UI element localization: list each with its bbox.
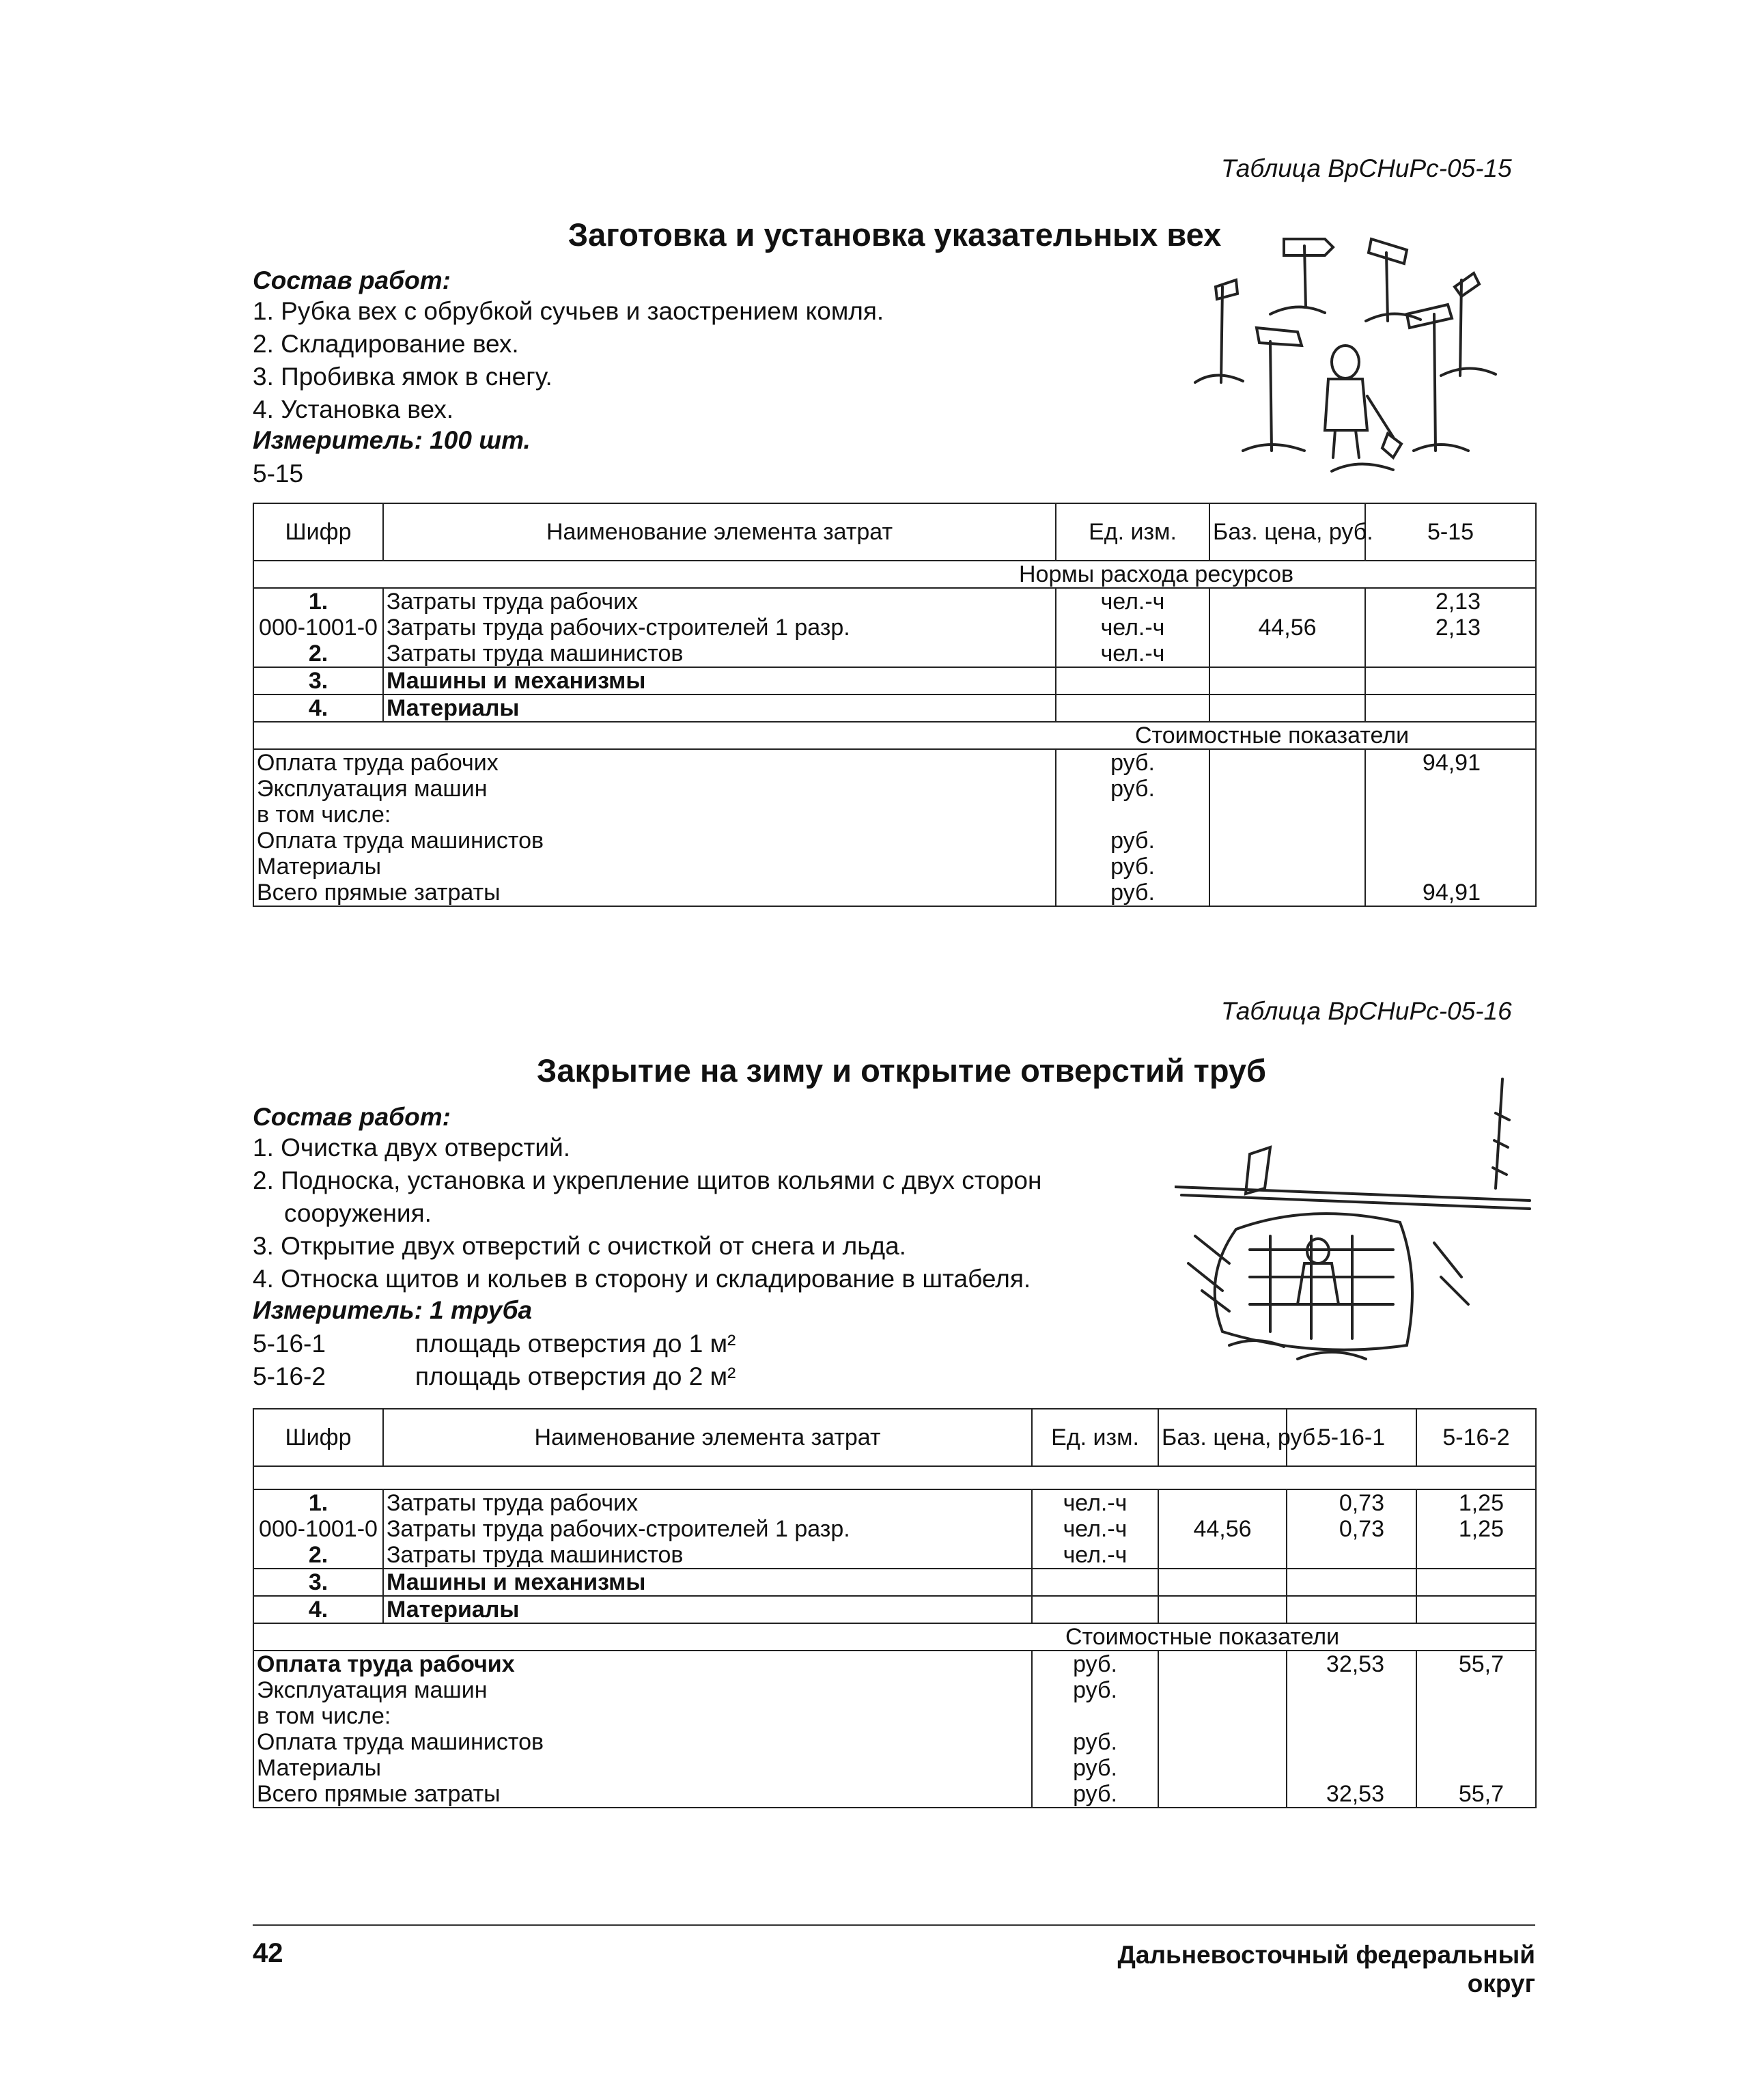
- header-name: Наименование элемента затрат: [383, 1409, 1032, 1466]
- row-price: [1158, 1569, 1287, 1596]
- work-item: 3. Пробивка ямок в снегу.: [253, 363, 552, 391]
- cost-value: [1365, 802, 1536, 828]
- cost-name: в том числе:: [253, 802, 1056, 828]
- cost-header: Стоимостные показатели: [253, 722, 1536, 749]
- row-value-2: 1,25: [1416, 1516, 1536, 1542]
- resource-code: 5-16-1: [253, 1330, 326, 1358]
- header-code: Шифр: [253, 1409, 383, 1466]
- row-price: 44,56: [1209, 615, 1365, 641]
- row-name: Материалы: [383, 1596, 1032, 1623]
- row-name: Материалы: [383, 695, 1056, 722]
- row-code: 4.: [253, 1596, 383, 1623]
- cost-unit: руб.: [1032, 1781, 1158, 1808]
- cost-unit: руб.: [1032, 1651, 1158, 1677]
- cost-unit: руб.: [1056, 880, 1209, 906]
- cost-price: [1158, 1651, 1287, 1677]
- cost-price: [1158, 1755, 1287, 1781]
- resource-code: 5-16-2: [253, 1362, 326, 1390]
- region-name: Дальневосточный федеральный округ: [1117, 1941, 1535, 1997]
- header-price: Баз. цена, руб.: [1209, 503, 1365, 561]
- header-unit: Ед. изм.: [1032, 1409, 1158, 1466]
- cost-name: Оплата труда рабочих: [253, 749, 1056, 776]
- cost-price: [1209, 854, 1365, 880]
- cost-price: [1209, 880, 1365, 906]
- row-price: 44,56: [1158, 1516, 1287, 1542]
- cost-name: Оплата труда машинистов: [253, 828, 1056, 854]
- row-price: [1158, 1489, 1287, 1516]
- row-value: [1365, 695, 1536, 722]
- row-unit: чел.-ч: [1056, 641, 1209, 667]
- row-price: [1158, 1596, 1287, 1623]
- measure-unit: Измеритель: 1 труба: [253, 1296, 533, 1324]
- cost-value: [1365, 828, 1536, 854]
- cost-value-2: [1416, 1677, 1536, 1703]
- work-item: 3. Открытие двух отверстий с очисткой от снега и льда.: [253, 1232, 906, 1260]
- footer-rule: [253, 1924, 1535, 1926]
- cost-unit: [1032, 1703, 1158, 1729]
- row-value-2: 1,25: [1416, 1489, 1536, 1516]
- work-item: 4. Установка вех.: [253, 395, 454, 423]
- row-code: 000-1001-0: [253, 615, 383, 641]
- pipe-opening-illustration: [1175, 1072, 1537, 1386]
- header-col-5-16-1: 5-16-1: [1287, 1409, 1416, 1466]
- works-list: [253, 1132, 1041, 1295]
- cost-value-2: 55,7: [1416, 1781, 1536, 1808]
- cost-unit: руб.: [1032, 1755, 1158, 1781]
- cost-name: Материалы: [253, 854, 1056, 880]
- cost-unit: руб.: [1056, 776, 1209, 802]
- cost-name: Эксплуатация машин: [253, 776, 1056, 802]
- cost-unit: руб.: [1056, 854, 1209, 880]
- work-item: 1. Рубка вех с обрубкой сучьев и заострением комля.: [253, 297, 884, 325]
- row-value-2: [1416, 1542, 1536, 1569]
- header-price: Баз. цена, руб.: [1158, 1409, 1287, 1466]
- cost-unit: руб.: [1032, 1677, 1158, 1703]
- row-code: 4.: [253, 695, 383, 722]
- cost-value-1: [1287, 1677, 1416, 1703]
- row-name: Затраты труда рабочих: [383, 588, 1056, 615]
- cost-value-1: 32,53: [1287, 1651, 1416, 1677]
- section-title: Закрытие на зиму и открытие отверстий труб: [536, 1052, 1267, 1089]
- work-item: 2. Складирование вех.: [253, 330, 519, 358]
- row-code: 1.: [253, 588, 383, 615]
- row-unit: чел.-ч: [1056, 615, 1209, 641]
- cost-value: 94,91: [1365, 880, 1536, 906]
- cost-value-2: 55,7: [1416, 1651, 1536, 1677]
- row-value-2: [1416, 1596, 1536, 1623]
- cost-unit: руб.: [1056, 749, 1209, 776]
- row-name: Затраты труда машинистов: [383, 641, 1056, 667]
- row-name: Затраты труда машинистов: [383, 1542, 1032, 1569]
- row-unit: [1032, 1569, 1158, 1596]
- row-value: 2,13: [1365, 615, 1536, 641]
- row-name: Машины и механизмы: [383, 667, 1056, 695]
- code-description: площадь отверстия до 1 м²: [415, 1330, 736, 1358]
- row-price: [1209, 695, 1365, 722]
- row-price: [1209, 641, 1365, 667]
- row-code: 1.: [253, 1489, 383, 1516]
- cost-name: Материалы: [253, 1755, 1032, 1781]
- cost-name: Всего прямые затраты: [253, 880, 1056, 906]
- norms-header-empty: [253, 1466, 1536, 1489]
- cost-price: [1158, 1729, 1287, 1755]
- cost-price: [1209, 776, 1365, 802]
- marker-poles-illustration: [1188, 225, 1543, 485]
- cost-value-1: 32,53: [1287, 1781, 1416, 1808]
- row-price: [1209, 667, 1365, 695]
- row-unit: чел.-ч: [1032, 1489, 1158, 1516]
- cost-value-2: [1416, 1703, 1536, 1729]
- cost-value-1: [1287, 1703, 1416, 1729]
- row-value: 2,13: [1365, 588, 1536, 615]
- row-code: 000-1001-0: [253, 1516, 383, 1542]
- header-unit: Ед. изм.: [1056, 503, 1209, 561]
- cost-name: в том числе:: [253, 1703, 1032, 1729]
- work-item: сооружения.: [284, 1199, 432, 1227]
- cost-value-2: [1416, 1729, 1536, 1755]
- cost-unit: руб.: [1032, 1729, 1158, 1755]
- row-name: Машины и механизмы: [383, 1569, 1032, 1596]
- cost-value: 94,91: [1365, 749, 1536, 776]
- cost-value-1: [1287, 1755, 1416, 1781]
- code-row: [253, 1328, 736, 1360]
- section-title: Заготовка и установка указательных вех: [568, 216, 1222, 253]
- cost-name: Оплата труда машинистов: [253, 1729, 1032, 1755]
- row-value-2: [1416, 1569, 1536, 1596]
- cost-table-2: [253, 1408, 1537, 1808]
- row-value: [1365, 641, 1536, 667]
- row-unit: [1056, 695, 1209, 722]
- header-name: Наименование элемента затрат: [383, 503, 1056, 561]
- cost-value-2: [1416, 1755, 1536, 1781]
- row-name: Затраты труда рабочих: [383, 1489, 1032, 1516]
- measure-unit: Измеритель: 100 шт.: [253, 426, 531, 454]
- row-price: [1209, 588, 1365, 615]
- work-item: 2. Подноска, установка и укрепление щитов кольями с двух сторон: [253, 1166, 1042, 1194]
- cost-price: [1209, 802, 1365, 828]
- cost-price: [1209, 749, 1365, 776]
- works-header: Состав работ:: [253, 1103, 451, 1131]
- cost-price: [1158, 1781, 1287, 1808]
- code-row: [253, 1360, 736, 1393]
- header-col-5-16-2: 5-16-2: [1416, 1409, 1536, 1466]
- row-code: 3.: [253, 667, 383, 695]
- cost-table-1: [253, 503, 1537, 907]
- header-code: Шифр: [253, 503, 383, 561]
- cost-price: [1158, 1677, 1287, 1703]
- row-unit: чел.-ч: [1032, 1516, 1158, 1542]
- cost-price: [1209, 828, 1365, 854]
- cost-value: [1365, 854, 1536, 880]
- table-label: Таблица ВрСНиРс-05-15: [1221, 154, 1512, 182]
- row-value: [1365, 667, 1536, 695]
- cost-value: [1365, 776, 1536, 802]
- works-list: [253, 295, 884, 426]
- row-value-1: 0,73: [1287, 1516, 1416, 1542]
- cost-header: Стоимостные показатели: [253, 1623, 1536, 1651]
- row-value-1: [1287, 1596, 1416, 1623]
- cost-name: Всего прямые затраты: [253, 1781, 1032, 1808]
- cost-price: [1158, 1703, 1287, 1729]
- row-price: [1158, 1542, 1287, 1569]
- page-number: 42: [253, 1938, 283, 1968]
- table-label: Таблица ВрСНиРс-05-16: [1221, 997, 1512, 1025]
- row-value-1: 0,73: [1287, 1489, 1416, 1516]
- row-value-1: [1287, 1569, 1416, 1596]
- cost-name: Оплата труда рабочих: [253, 1651, 1032, 1677]
- row-code: 2.: [253, 641, 383, 667]
- works-header: Состав работ:: [253, 266, 451, 294]
- cost-value-1: [1287, 1729, 1416, 1755]
- row-code: 2.: [253, 1542, 383, 1569]
- row-unit: чел.-ч: [1032, 1542, 1158, 1569]
- row-code: 3.: [253, 1569, 383, 1596]
- cost-unit: руб.: [1056, 828, 1209, 854]
- row-name: Затраты труда рабочих-строителей 1 разр.: [383, 615, 1056, 641]
- row-unit: [1032, 1596, 1158, 1623]
- norms-header: Нормы расхода ресурсов: [253, 561, 1536, 588]
- code-description: площадь отверстия до 2 м²: [415, 1362, 736, 1390]
- row-name: Затраты труда рабочих-строителей 1 разр.: [383, 1516, 1032, 1542]
- row-unit: чел.-ч: [1056, 588, 1209, 615]
- row-value-1: [1287, 1542, 1416, 1569]
- work-item: 1. Очистка двух отверстий.: [253, 1134, 571, 1162]
- row-unit: [1056, 667, 1209, 695]
- cost-unit: [1056, 802, 1209, 828]
- header-col-5-15: 5-15: [1365, 503, 1536, 561]
- work-item: 4. Относка щитов и кольев в сторону и складирование в штабеля.: [253, 1265, 1031, 1293]
- cost-name: Эксплуатация машин: [253, 1677, 1032, 1703]
- resource-code: 5-15: [253, 460, 304, 488]
